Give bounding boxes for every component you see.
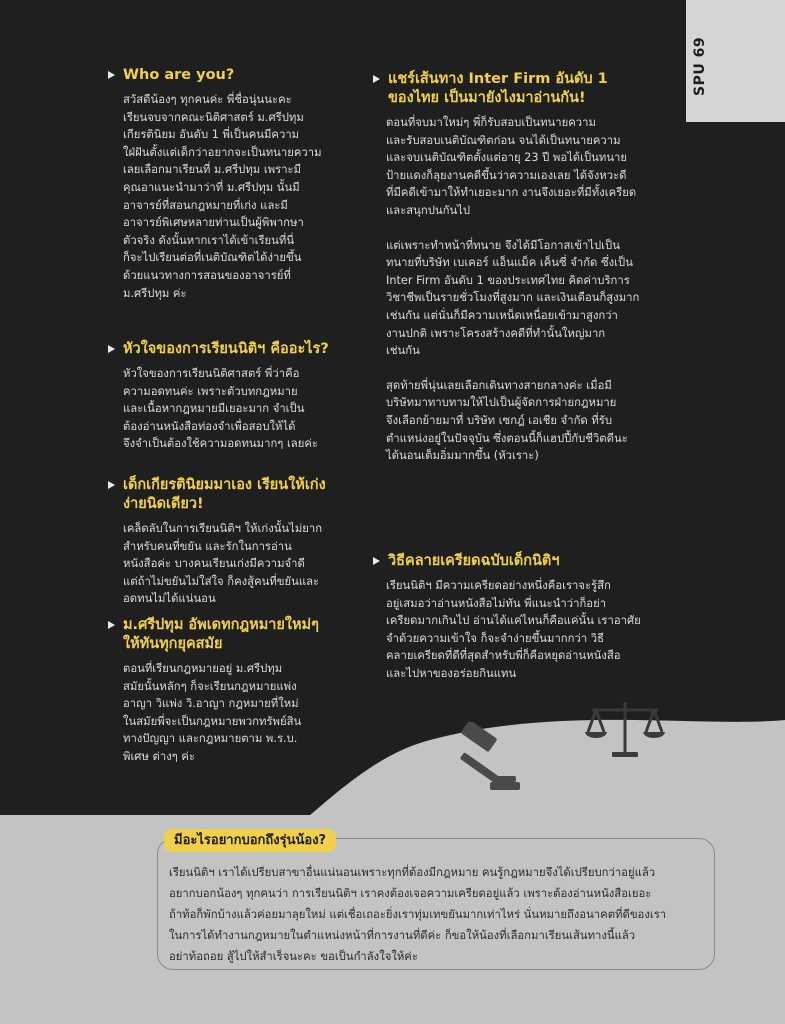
body-line: อดทนไม่ได้แน่นอน bbox=[123, 592, 216, 606]
message-line: เรียนนิติฯ เราได้เปรียบสาขาอื่นแน่นอนเพราะทุกที่ต้องมีกฎหมาย คนรู้กฎหมายจึงได้เปรียบกว่าอยู่แล้ว bbox=[169, 866, 656, 879]
message-box-title: มีอะไรอยากบอกถึงรุ่นน้อง? bbox=[164, 829, 336, 852]
body-line: หัวใจของการเรียนนิติศาสตร์ พี่ว่าคือ bbox=[123, 367, 300, 380]
heading-line: วิธีคลายเครียดฉบับเด็กนิติฯ bbox=[388, 553, 560, 569]
body-line: สุดท้ายพี่นุ่นเลยเลือกเดินทางสายกลางค่ะ เมื่อมี bbox=[386, 378, 612, 392]
body-line: บริษัทมาทาบทามให้ไปเป็นผู้จัดการฝ่ายกฎหมาย bbox=[386, 396, 617, 410]
body-line: พิเศษ ต่างๆ ค่ะ bbox=[123, 749, 195, 763]
page-tab-label: SPU 69 bbox=[692, 36, 708, 96]
body-line: และไปหาของอร่อยกินแทน bbox=[386, 666, 517, 680]
paragraph bbox=[123, 365, 353, 453]
section-heading-text bbox=[123, 476, 326, 514]
body-line: เลยเลือกมาเรียนที่ ม.ศรีปทุม เพราะมี bbox=[123, 163, 302, 177]
paragraph bbox=[123, 520, 353, 608]
left_column-section-2 bbox=[108, 476, 353, 625]
heading-line: หัวใจของการเรียนนิติฯ คืออะไร? bbox=[123, 341, 329, 357]
section-heading bbox=[108, 340, 353, 359]
section-heading bbox=[108, 66, 353, 85]
body-line: ม.ศรีปทุม ค่ะ bbox=[123, 286, 187, 300]
body-line: และจบเนติบัณฑิตตั้งแต่อายุ 23 ปี พอได้เป็นทนาย bbox=[386, 151, 628, 165]
section-body bbox=[108, 520, 353, 608]
body-line: ใฝ่ฝันตั้งแต่เด็กว่าอยากจะเป็นทนายความ bbox=[123, 145, 322, 159]
body-line: ตำแหน่งอยู่ในปัจจุบัน ซึ่งตอนนี้ก็แฮปปี้กับชีวิตดีนะ bbox=[386, 431, 628, 445]
body-line: ตอนที่เรียนกฎหมายอยู่ ม.ศรีปทุม bbox=[123, 662, 283, 675]
message-line: อยากบอกน้องๆ ทุกคนว่า การเรียนนิติฯ เราคงต้องเจอความเครียดอยู่แล้ว เพราะต้องอ่านหนังสือเยอะ bbox=[169, 887, 652, 900]
section-heading-text bbox=[388, 70, 608, 108]
heading-line: แชร์เส้นทาง Inter Firm อันดับ 1 bbox=[388, 71, 608, 87]
paragraph bbox=[123, 91, 353, 302]
paragraph bbox=[123, 660, 353, 766]
left_column-section-3 bbox=[108, 616, 353, 783]
heading-line: ง่ายนิดเดียว! bbox=[123, 496, 204, 512]
paragraph bbox=[386, 577, 673, 683]
message-line: ในการได้ทำงานกฎหมายในตำแหน่งหน้าที่การงานที่ดีค่ะ ก็ขอให้น้องที่เลือกมาเรียนเส้นทางนี้แล้ว bbox=[169, 929, 636, 942]
triangle-bullet-icon bbox=[108, 481, 115, 489]
message-line: อย่าท้อถอย สู้ไปให้สำเร็จนะคะ ขอเป็นกำลังใจให้ค่ะ bbox=[169, 950, 418, 963]
gavel-icon bbox=[440, 722, 526, 802]
body-line: แต่เพราะทำหน้าที่ทนาย จึงได้มีโอกาสเข้าไปเป็น bbox=[386, 238, 620, 252]
body-line: ทนายที่บริษัท เบเคอร์ แอ็นแม็ค เค็นซี่ จำกัด ซึ่งเป็น bbox=[386, 256, 633, 270]
right_column-section-0 bbox=[373, 70, 673, 482]
heading-line: ม.ศรีปทุม อัพเดทกฎหมายใหม่ๆ bbox=[123, 617, 319, 633]
paragraph bbox=[386, 377, 673, 465]
left_column-section-0 bbox=[108, 66, 353, 319]
heading-line: ของไทย เป็นมายังไงมาอ่านกัน! bbox=[388, 90, 586, 106]
body-line: จึงเลือกย้ายมาที่ บริษัท เซกฎ์ เอเชีย จำกัด ที่รับ bbox=[386, 413, 613, 427]
body-line: ต้องอ่านหนังสือท่องจำเพื่อสอบให้ได้ bbox=[123, 419, 296, 433]
heading-line: Who are you? bbox=[123, 67, 235, 83]
section-body bbox=[373, 577, 673, 683]
section-heading-text bbox=[123, 616, 319, 654]
body-line: คลายเครียดที่ดีที่สุดสำหรับพี่ก็คือหยุดอ่านหนังสือ bbox=[386, 649, 621, 663]
body-line: แต่ถ้าไม่ขยันไม่ใส่ใจ ก็คงสู้คนที่ขยันและ bbox=[123, 574, 320, 588]
body-line: ก็จะไปเรียนต่อที่เนติบัณฑิตได้ง่ายขึ้น bbox=[123, 251, 302, 265]
body-line: อาจารย์ที่สอนกฎหมายที่เก่ง และมี bbox=[123, 198, 288, 212]
paragraph bbox=[386, 114, 673, 220]
message-box-body bbox=[169, 862, 666, 967]
body-line: Inter Firm อันดับ 1 ของประเทศไทย คิดค่าบริการ bbox=[386, 273, 630, 287]
section-body bbox=[373, 114, 673, 465]
body-line: ทางปัญญา และกฎหมายตาม พ.ร.บ. bbox=[123, 732, 298, 746]
scales-icon bbox=[582, 696, 668, 762]
body-line: คุณอาแนะนำมาว่าที่ ม.ศรีปทุม นั้นมี bbox=[123, 180, 300, 194]
right_column-section-1 bbox=[373, 552, 673, 700]
triangle-bullet-icon bbox=[108, 345, 115, 353]
section-heading bbox=[373, 70, 673, 108]
section-heading-text bbox=[123, 66, 234, 85]
section-heading-text bbox=[123, 340, 329, 359]
paragraph bbox=[386, 237, 673, 360]
triangle-bullet-icon bbox=[108, 71, 115, 79]
body-line: อาญา วิแพ่ง วิ.อาญา กฎหมายที่ใหม่ bbox=[123, 697, 299, 711]
triangle-bullet-icon bbox=[373, 557, 380, 565]
triangle-bullet-icon bbox=[108, 621, 115, 629]
body-line: งานปกติ เพราะโครงสร้างคดีที่ทำนั้นใหญ่มาก bbox=[386, 326, 606, 340]
message-line: ถ้าท้อก็พักบ้างแล้วค่อยมาลุยใหม่ แต่เชื่อเถอะยิ่งเราทุ่มเทขยันมากเท่าไหร่ นั่นหมายถึงอนาคตที่ดีของเรา bbox=[169, 908, 667, 921]
body-line: สมัยนั้นหลักๆ ก็จะเรียนกฎหมายแพ่ง bbox=[123, 679, 297, 693]
body-line: เครียดมากเกินไป อ่านได้แค่ไหนก็คือแค่นั้น เราอาศัย bbox=[386, 614, 641, 628]
body-line: เกียรตินิยม อันดับ 1 พี่เป็นคนมีความ bbox=[123, 128, 300, 142]
section-body bbox=[108, 660, 353, 766]
body-line: ป้ายแดงก็ลุยงานคดีขึ้นว่าความเองเลย ได้จังหวะดี bbox=[386, 168, 627, 182]
body-line: ด้วยแนวทางการสอนของอาจารย์ที่ bbox=[123, 268, 291, 282]
body-line: และเนื้อหากฎหมายมีเยอะมาก จำเป็น bbox=[123, 402, 305, 416]
body-line: อาจารย์พิเศษหลายท่านเป็นผู้พิพากษา bbox=[123, 216, 304, 230]
left_column-section-1 bbox=[108, 340, 353, 470]
section-heading-text bbox=[388, 552, 559, 571]
body-line: เช่นกัน bbox=[386, 344, 420, 358]
body-line: เรียนจบจากคณะนิติศาสตร์ ม.ศรีปทุม bbox=[123, 110, 304, 124]
body-line: สำหรับคนที่ขยัน และรักในการอ่าน bbox=[123, 539, 292, 553]
section-heading bbox=[108, 476, 353, 514]
body-line: อยู่เสมอว่าอ่านหนังสือไม่ทัน พี่แนะนำว่าก็อย่า bbox=[386, 596, 607, 610]
body-line: จำด้วยความเข้าใจ ก็จะจำง่ายขึ้นมากกว่า วิธี bbox=[386, 631, 605, 645]
body-line: ที่มีคดีเข้ามาให้ทำเยอะมาก งานจึงเยอะที่มีทั้งเครียด bbox=[386, 186, 637, 200]
body-line: สวัสดีน้องๆ ทุกคนค่ะ พี่ชื่อนุ่นนะคะ bbox=[123, 93, 292, 106]
heading-line: เด็กเกียรตินิยมมาเอง เรียนให้เก่ง bbox=[123, 477, 326, 493]
body-line: จึงจำเป็นต้องใช้ความอดทนมากๆ เลยค่ะ bbox=[123, 437, 318, 451]
triangle-bullet-icon bbox=[373, 75, 380, 83]
body-line: ความอดทนค่ะ เพราะตัวบทกฎหมาย bbox=[123, 384, 298, 398]
body-line: วิชาชีพเป็นรายชั่วโมงที่สูงมาก และเงินเดือนก็สูงมาก bbox=[386, 291, 640, 305]
section-heading bbox=[108, 616, 353, 654]
body-line: และรับสอบเนติบัณฑิตก่อน จนได้เป็นทนายความ bbox=[386, 133, 621, 147]
body-line: เช่นกัน แต่นั่นก็มีความเหน็ดเหนื่อยเข้ามาสูงกว่า bbox=[386, 308, 618, 322]
body-line: ในสมัยพี่จะเป็นกฎหมายพวกทรัพย์สิน bbox=[123, 714, 302, 728]
body-line: ได้นอนเต็มอิ่มมากขึ้น (หัวเราะ) bbox=[386, 449, 539, 463]
body-line: หนังสือค่ะ บางคนเรียนเก่งมีความจำดี bbox=[123, 557, 305, 571]
body-line: เรียนนิติฯ มีความเครียดอย่างหนึ่งคือเราจะรู้สึก bbox=[386, 579, 611, 592]
body-line: เคล็ดลับในการเรียนนิติฯ ให้เก่งนั้นไม่ยาก bbox=[123, 522, 323, 535]
body-line: และสนุกปนกันไป bbox=[386, 203, 471, 217]
body-line: ตอนที่จบมาใหม่ๆ พี่ก็รับสอบเป็นทนายความ bbox=[386, 116, 596, 129]
heading-line: ให้ทันทุกยุคสมัย bbox=[123, 636, 223, 652]
section-heading bbox=[373, 552, 673, 571]
section-body bbox=[108, 91, 353, 302]
body-line: ตัวจริง ดังนั้นหากเราได้เข้าเรียนที่นี่ bbox=[123, 233, 295, 247]
section-body bbox=[108, 365, 353, 453]
